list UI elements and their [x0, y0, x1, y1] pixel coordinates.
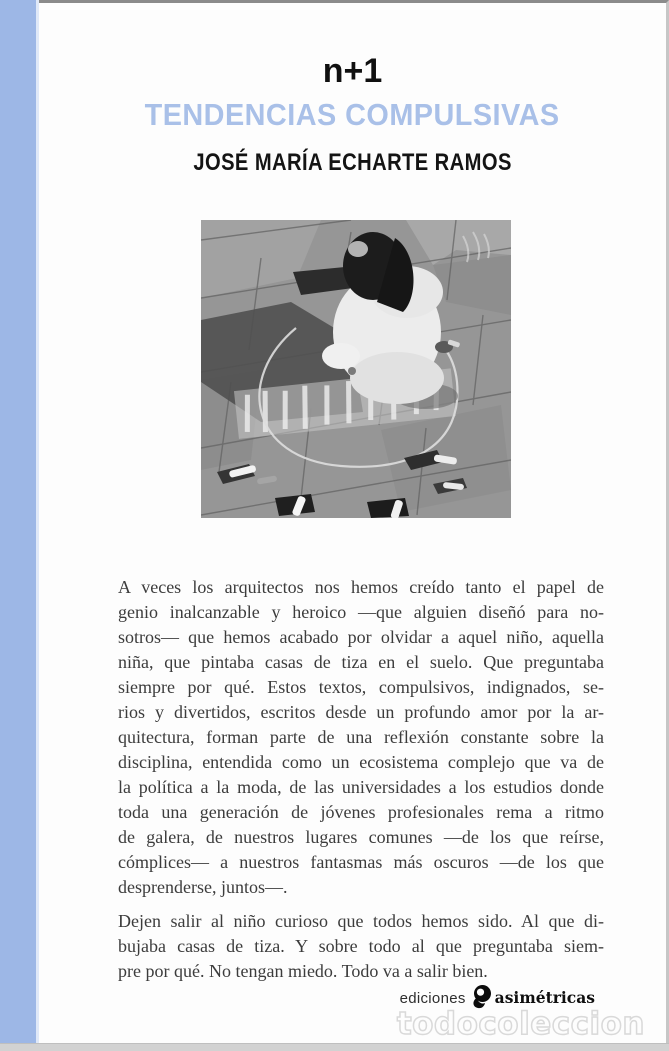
- publisher-name-label: asimétricas: [494, 988, 595, 1007]
- blurb-line: niña, que pintaba casas de tiza en el suelo. Que preguntaba: [118, 652, 604, 672]
- blurb-line: disciplina, entendida como un ecosistema complejo que va de: [118, 752, 604, 772]
- chalk-drawing-photo-illustration: [201, 220, 511, 518]
- blurb-line: desprenderse, juntos—.: [118, 877, 288, 897]
- todocoleccion-watermark: todocoleccion: [396, 1006, 645, 1042]
- blurb-paragraph-2: [118, 909, 604, 984]
- blurb-line: A veces los arquitectos nos hemos creído tanto el papel de: [118, 577, 604, 597]
- back-cover-blurb: [118, 575, 604, 993]
- book-title-text: TENDENCIAS COMPULSIVAS: [145, 97, 560, 132]
- blurb-paragraph-1: [118, 575, 604, 900]
- book-author-text: JOSÉ MARÍA ECHARTE RAMOS: [193, 149, 512, 176]
- publisher-prefix-label: ediciones: [399, 990, 466, 1007]
- blurb-line: siempre por qué. Estos textos, compulsivos, indignados, se-: [118, 677, 604, 697]
- blurb-line: bujaba casas de tiza. Y sobre todo al que preguntaba siem-: [118, 936, 604, 956]
- blurb-line: rios y divertidos, escritos desde un profundo amor por la ar-: [118, 702, 604, 722]
- blurb-line: cómplices— a nuestros fantasmas más oscuros —de los que: [118, 852, 604, 872]
- blue-side-bar: [0, 0, 36, 1043]
- cover-photo: [201, 220, 511, 518]
- book-cover-page: [39, 0, 669, 1043]
- book-title: [39, 97, 666, 133]
- blurb-line: de galera, de nuestros lugares comunes —de los que reírse,: [118, 827, 604, 847]
- blurb-line: quitectura, forman parte de una reflexión constante sobre la: [118, 727, 604, 747]
- blurb-line: Dejen salir al niño curioso que todos hemos sido. Al que di-: [118, 911, 604, 931]
- blurb-line: genio inalcanzable y heroico —que alguien diseñó para no-: [118, 602, 604, 622]
- series-mark: n+1: [322, 52, 383, 90]
- blurb-line: la política a la moda, de las universidades a los estudios donde: [118, 777, 604, 797]
- blurb-line: pre por qué. No tengan miedo. Todo va a salir bien.: [118, 961, 488, 981]
- blurb-line: sotros— que hemos acabado por olvidar a aquel niño, aquella: [118, 627, 604, 647]
- blurb-line: toda una generación de jóvenes profesionales rema a ritmo: [118, 802, 604, 822]
- book-author: [39, 149, 666, 177]
